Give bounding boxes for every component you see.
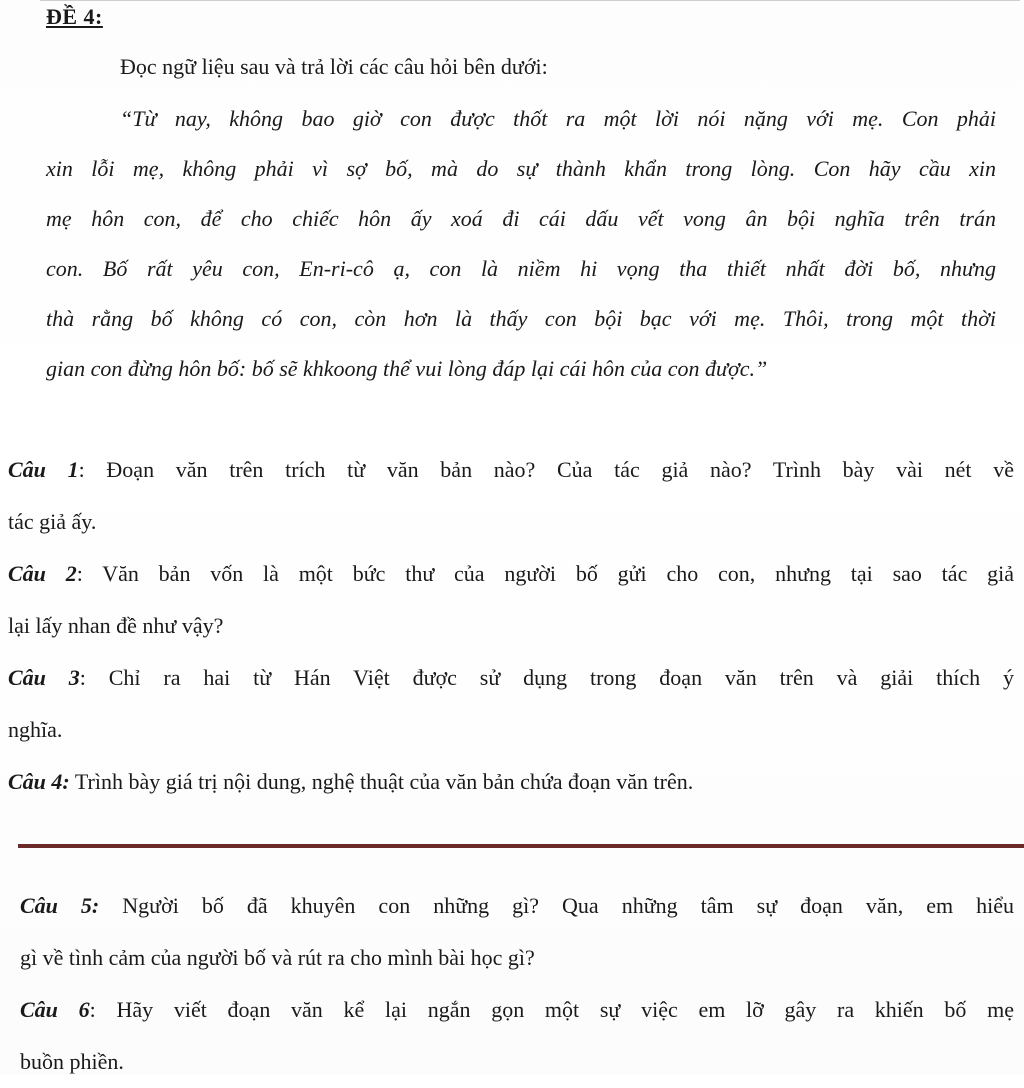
question-line: nghĩa.	[8, 717, 63, 742]
passage-line: mẹ hôn con, để cho chiếc hôn ấy xoá đi cái dấu vết vong ân bội nghĩa trên trán	[46, 206, 996, 231]
question-line	[20, 880, 1014, 932]
question-line	[8, 652, 1014, 704]
question-5	[20, 880, 1014, 984]
question-line	[8, 444, 1014, 496]
questions-group-1	[8, 444, 1014, 808]
question-4	[8, 756, 1014, 808]
question-line: lại lấy nhan đề như vậy?	[8, 613, 224, 638]
question-2	[8, 548, 1014, 652]
passage-line: gian con đừng hôn bố: bố sẽ khkoong thể vui lòng đáp lại cái hôn của con được.”	[46, 356, 768, 381]
question-label: Câu 6	[20, 997, 90, 1022]
question-text: : Đoạn văn trên trích từ văn bản nào? Của tác giả nào? Trình bày vài nét về	[78, 457, 1014, 482]
question-label: Câu 1	[8, 457, 79, 482]
question-text: : Chỉ ra hai từ Hán Việt được sử dụng trong đoạn văn trên và giải thích ý	[79, 665, 1014, 690]
question-text: : Văn bản vốn là một bức thư của người bố gửi cho con, nhưng tại sao tác giả	[76, 561, 1014, 586]
question-6	[20, 984, 1014, 1088]
question-label: Câu 2	[8, 561, 77, 586]
question-label: Câu 4:	[8, 769, 70, 794]
question-line: buồn phiền.	[20, 1049, 124, 1074]
question-3	[8, 652, 1014, 756]
question-line	[8, 756, 1014, 808]
top-rule	[40, 0, 1020, 1]
question-line	[20, 984, 1014, 1036]
question-label: Câu 5:	[20, 893, 100, 918]
question-1	[8, 444, 1014, 548]
question-text: Người bố đã khuyên con những gì? Qua những tâm sự đoạn văn, em hiểu	[99, 893, 1014, 918]
exam-heading: ĐỀ 4:	[46, 4, 103, 29]
question-line: gì về tình cảm của người bố và rút ra cho mình bài học gì?	[20, 945, 535, 970]
passage-line: con. Bố rất yêu con, En-ri-cô ạ, con là niềm hi vọng tha thiết nhất đời bố, nhưng	[46, 256, 996, 281]
question-line	[8, 548, 1014, 600]
questions-group-2	[20, 880, 1014, 1088]
question-label: Câu 3	[8, 665, 80, 690]
question-text: : Hãy viết đoạn văn kể lại ngắn gọn một sự việc em lỡ gây ra khiến bố mẹ	[89, 997, 1014, 1022]
section-divider	[18, 844, 1024, 848]
passage-line: thà rằng bố không có con, còn hơn là thấy con bội bạc với mẹ. Thôi, trong một thời	[46, 306, 996, 331]
instruction-text: Đọc ngữ liệu sau và trả lời các câu hỏi bên dưới:	[120, 54, 548, 79]
question-text: Trình bày giá trị nội dung, nghệ thuật của văn bản chứa đoạn văn trên.	[69, 769, 694, 794]
reading-passage	[46, 94, 996, 394]
passage-line: xin lỗi mẹ, không phải vì sợ bố, mà do sự thành khẩn trong lòng. Con hãy cầu xin	[46, 156, 996, 181]
passage-line: “Từ nay, không bao giờ con được thốt ra một lời nói nặng với mẹ. Con phải	[120, 106, 996, 131]
question-line: tác giả ấy.	[8, 509, 97, 534]
